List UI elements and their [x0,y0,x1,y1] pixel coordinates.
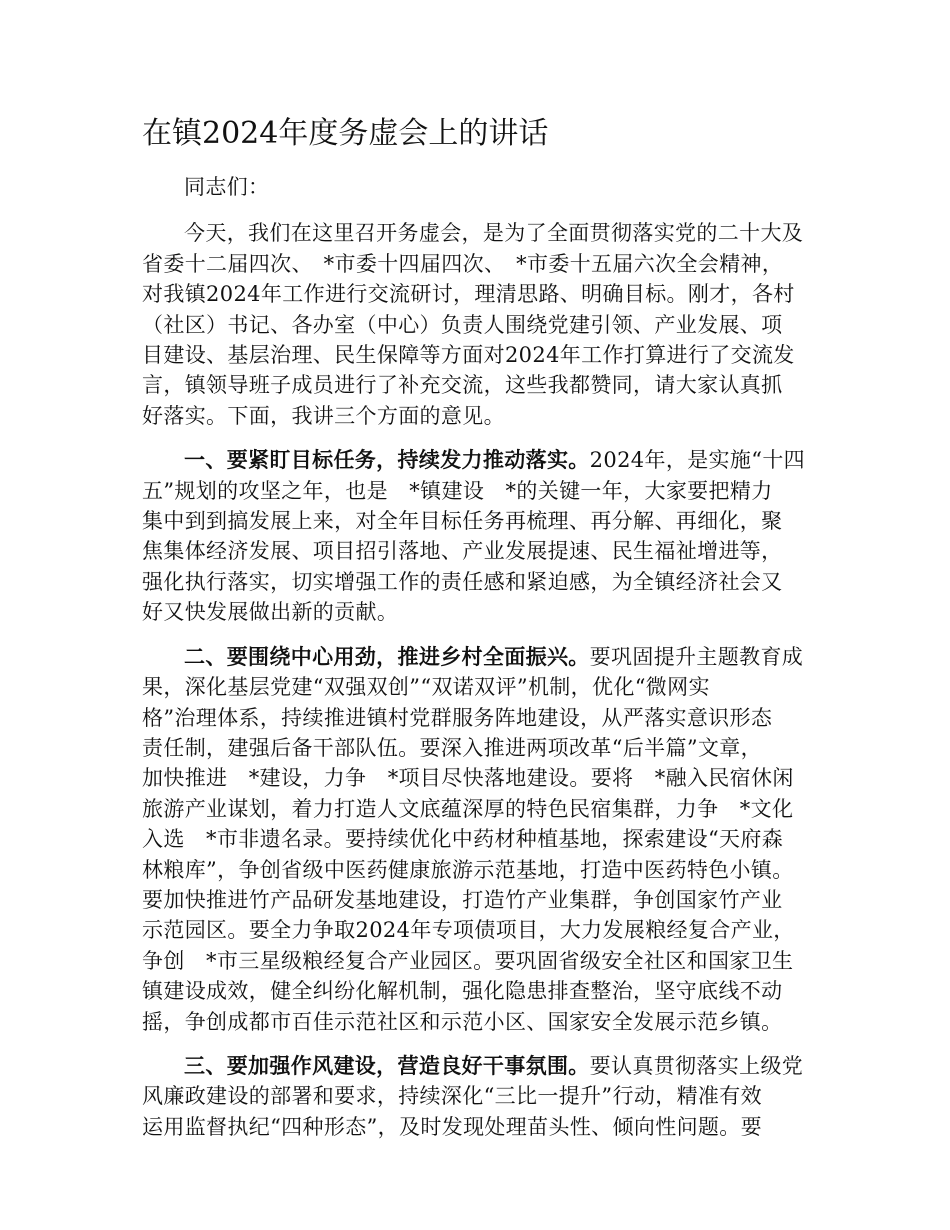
section-1-paragraph [142,445,810,627]
text-line: 省委十二届四次、 *市委十四届四次、 *市委十五届六次全会精神， [142,251,784,276]
text-line: 争创 *市三星级粮经复合产业园区。要巩固省级安全社区和国家卫生 [142,948,794,973]
text-line: 好落实。下面，我讲三个方面的意见。 [142,403,505,428]
text-line: 摇，争创成都市百佳示范社区和示范小区、国家安全发展示范乡镇。 [142,1009,783,1034]
greeting-text: 同志们： [184,175,270,199]
text-line: 镇建设成效，健全纠纷化解机制，强化隐患排查整治，坚守底线不动 [142,979,783,1004]
greeting [142,172,810,202]
text-line: 入选 *市非遗名录。要持续优化中药材种植基地，探索建设“天府森 [142,827,784,852]
text-line: 目建设、基层治理、民生保障等方面对2024年工作打算进行了交流发 [142,343,795,368]
text-line: 要加快推进竹产品研发基地建设，打造竹产业集群，争创国家竹产业 [142,887,783,912]
text-line: 集中到到搞发展上来，对全年目标任务再梳理、再分解、再细化，聚 [142,509,783,534]
text-line: 好又快发展做出新的贡献。 [142,600,399,625]
text-line: 林粮库”，争创省级中医药健康旅游示范基地，打造中医药特色小镇。 [142,857,794,882]
text-line: 焦集体经济发展、项目招引落地、产业发展提速、民生福祉增进等， [142,539,783,564]
text-line [142,1051,810,1081]
text-line: 旅游产业谋划，着力打造人文底蕴深厚的特色民宿集群，力争 *文化 [142,796,794,821]
text-line: 加快推进 *建设，力争 *项目尽快落地建设。要将 *融入民宿休闲 [142,766,794,791]
text-line: 风廉政建设的部署和要求，持续深化“三比一提升”行动，精准有效 [142,1084,762,1109]
intro-paragraph [142,218,810,431]
section-1-heading: 一、要紧盯目标任务，持续发力推动落实。 [184,447,590,473]
text-line: （社区）书记、各办室（中心）负责人围绕党建引领、产业发展、项 [142,312,783,337]
section-3-first-line: 要认真贯彻落实上级党 [589,1053,804,1078]
text-line [142,445,810,475]
text-line: 强化执行落实，切实增强工作的责任感和紧迫感，为全镇经济社会又 [142,569,783,594]
text-line [142,642,810,672]
section-2-paragraph [142,642,810,1037]
section-1-first-line: 2024年，是实施“十四 [589,448,806,473]
text-line: 运用监督执纪“四种形态”，及时发现处理苗头性、倾向性问题。要 [142,1114,762,1139]
section-2-heading: 二、要围绕中心用劲，推进乡村全面振兴。 [184,643,590,669]
section-3-heading: 三、要加强作风建设，营造良好干事氛围。 [184,1052,590,1078]
document-title: 在镇2024年度务虚会上的讲话 [142,116,549,151]
text-line: 言，镇领导班子成员进行了补充交流，这些我都赞同，请大家认真抓 [142,373,783,398]
section-3-paragraph [142,1051,810,1142]
document-body [142,172,810,1156]
text-line: 示范园区。要全力争取2024年专项债项目，大力发展粮经复合产业， [142,918,795,943]
text-line: 五”规划的攻坚之年，也是 *镇建设 *的关键一年，大家要把精力 [142,478,773,503]
text-line: 责任制，建强后备干部队伍。要深入推进两项改革“后半篇”文章， [142,735,762,760]
text-line: 果，深化基层党建“双强双创”“双诺双评”机制，优化“微网实 [142,675,710,700]
text-line: 格”治理体系，持续推进镇村党群服务阵地建设，从严落实意识形态 [142,705,773,730]
text-line: 今天，我们在这里召开务虚会，是为了全面贯彻落实党的二十大及 [184,221,804,246]
section-2-first-line: 要巩固提升主题教育成 [589,644,804,669]
text-line: 对我镇2024年工作进行交流研讨，理清思路、明确目标。刚才，各村 [142,282,795,307]
